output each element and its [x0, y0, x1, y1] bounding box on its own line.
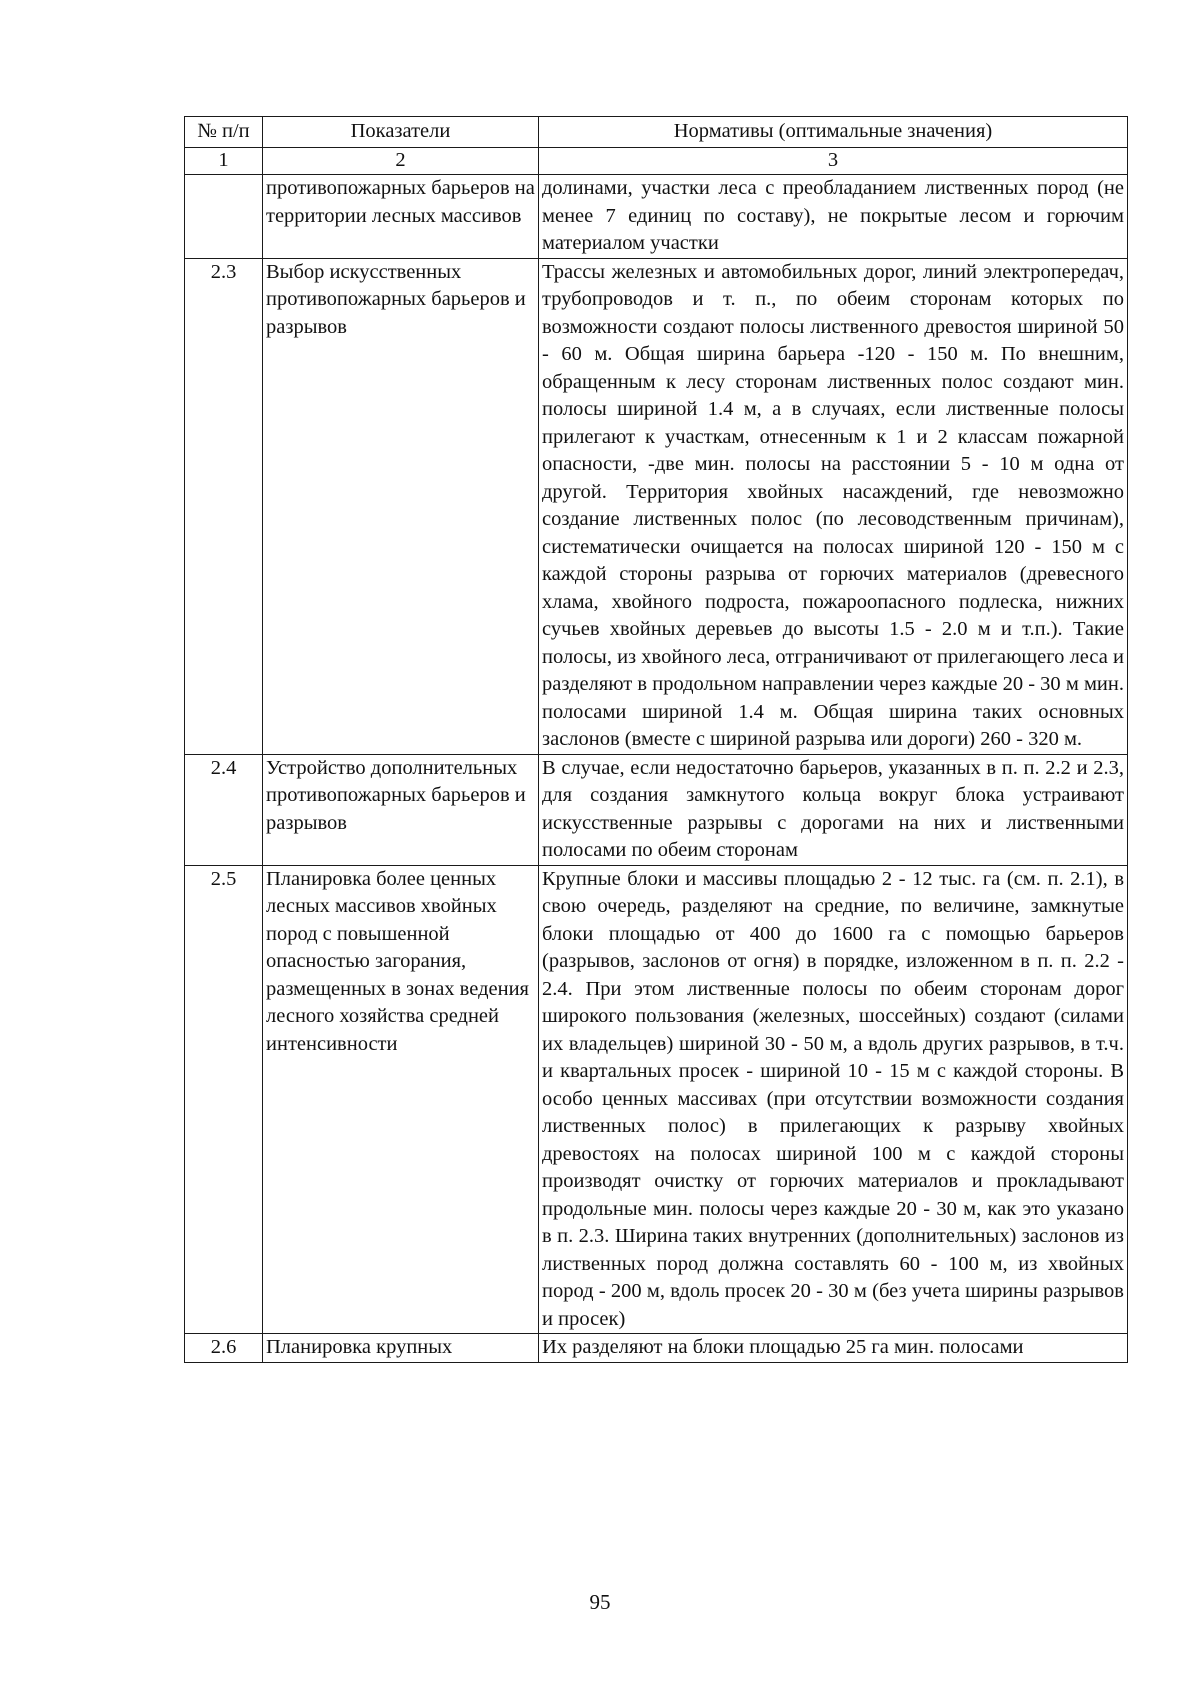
row-norm: Их разделяют на блоки площадью 25 га мин. полосами: [539, 1334, 1128, 1363]
row-number: [185, 175, 263, 259]
row-indicator: Устройство дополнительных противопожарных барьеров и разрывов: [263, 754, 539, 865]
norms-table: [184, 116, 1128, 1363]
table-header-row: [185, 117, 1128, 148]
column-number: 2: [263, 148, 539, 175]
row-indicator: Планировка крупных: [263, 1334, 539, 1363]
row-number: 2.5: [185, 865, 263, 1334]
column-number-row: [185, 148, 1128, 175]
row-number: 2.6: [185, 1334, 263, 1363]
header-num: № п/п: [185, 117, 263, 148]
row-norm: долинами, участки леса с преобладанием лиственных пород (не менее 7 единиц по составу), не покрытые лесом и горючим материалом участки: [539, 175, 1128, 259]
table-row: [185, 175, 1128, 259]
row-indicator: Выбор искусственных противопожарных барьеров и разрывов: [263, 258, 539, 754]
row-norm: В случае, если недостаточно барьеров, указанных в п. п. 2.2 и 2.3, для создания замкнутого кольца вокруг блока устраивают искусственные разрывы с дорогами на них и лиственными полосами по обеим сторонам: [539, 754, 1128, 865]
row-number: 2.3: [185, 258, 263, 754]
header-norms: Нормативы (оптимальные значения): [539, 117, 1128, 148]
row-indicator: противопожарных барьеров на территории лесных массивов: [263, 175, 539, 259]
row-number: 2.4: [185, 754, 263, 865]
row-indicator: Планировка более ценных лесных массивов хвойных пород с повышенной опасностью загорания, размещенных в зонах ведения лесного хозяйства средней интенсивности: [263, 865, 539, 1334]
column-number: 1: [185, 148, 263, 175]
row-norm: Трассы железных и автомобильных дорог, линий электропередач, трубопроводов и т. п., по обеим сторонам которых по возможности создают полосы лиственного древостоя шириной 50 - 60 м. Общая ширина барьера -120 - 150 м. По внешним, обращенным к лесу сторонам лиственных полос создают мин. полосы шириной 1.4 м, а в случаях, если лиственные полосы прилегают к участкам, отнесенным к 1 и 2 классам пожарной опасности, -две мин. полосы на расстоянии 5 - 10 м одна от другой. Территория хвойных насаждений, где невозможно создание лиственных полос (по лесоводственным причинам), систематически очищается на полосах шириной 120 - 150 м с каждой стороны разрыва от горючих материалов (древесного хлама, хвойного подроста, пожароопасного подлеска, нижних сучьев хвойных деревьев до высоты 1.5 - 2.0 м и т.п.). Такие полосы, из хвойного леса, отграничивают от прилегающего леса и разделяют в продольном направлении через каждые 20 - 30 м мин. полосами шириной 1.4 м. Общая ширина таких основных заслонов (вместе с шириной разрыва или дороги) 260 - 320 м.: [539, 258, 1128, 754]
table-row: [185, 865, 1128, 1334]
table-row: [185, 754, 1128, 865]
page-number: 95: [589, 1590, 611, 1614]
table-row: [185, 1334, 1128, 1363]
header-indicators: Показатели: [263, 117, 539, 148]
column-number: 3: [539, 148, 1128, 175]
row-norm: Крупные блоки и массивы площадью 2 - 12 тыс. га (см. п. 2.1), в свою очередь, разделяют на средние, по величине, замкнутые блоки площадью от 400 до 1600 га с помощью барьеров (разрывов, заслонов от огня) в порядке, изложенном в п. п. 2.2 - 2.4. При этом лиственные полосы по обеим сторонам дорог широкого пользования (железных, шоссейных) создают (силами их владельцев) шириной 30 - 50 м, а вдоль других разрывов, в т.ч. и квартальных просек - шириной 10 - 15 м с каждой стороны. В особо ценных массивах (при отсутствии возможности создания лиственных полос) в прилегающих к разрыву хвойных древостоях на полосах шириной 100 м с каждой стороны производят очистку от горючих материалов и прокладывают продольные мин. полосы через каждые 20 - 30 м, как это указано в п. 2.3. Ширина таких внутренних (дополнительных) заслонов из лиственных пород должна составлять 60 - 100 м, из хвойных пород - 200 м, вдоль просек 20 - 30 м (без учета ширины разрывов и просек): [539, 865, 1128, 1334]
table-row: [185, 258, 1128, 754]
